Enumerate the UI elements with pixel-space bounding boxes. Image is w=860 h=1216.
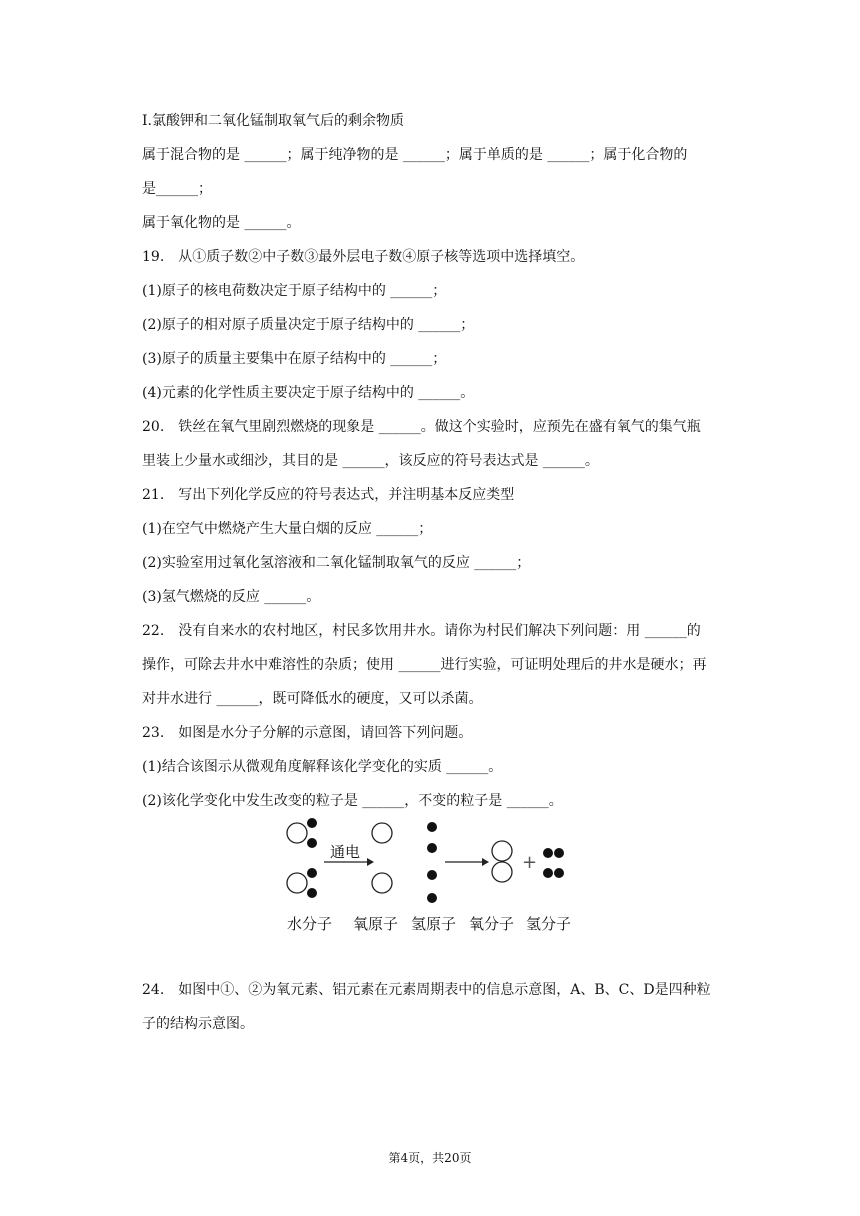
text-line: 22. 没有自来水的农村地区，村民多饮用井水。请你为村民们解决下列问题：用 ______的 [142,623,701,639]
text-line: (4)元素的化学性质主要决定于原子结构中的 ______。 [142,385,475,401]
page-footer: 第4页，共20页 [388,1151,472,1165]
plus-sign: + [522,852,538,873]
text-line: (2)原子的相对原子质量决定于原子结构中的 ______； [142,317,475,333]
label-oxygen-molecule: 氧分子 [469,915,515,933]
text-line: 20. 铁丝在氧气里剧烈燃烧的现象是 ______。做这个实验时，应预先在盛有氧气的集气瓶 [142,419,701,435]
text-line: (2)实验室用过氧化氢溶液和二氧化锰制取氧气的反应 ______； [142,555,531,571]
text-line: 24. 如图中①、②为氧元素、铝元素在元素周期表中的信息示意图，A、B、C、D是四种粒 [142,982,711,998]
oxygen-atoms [372,823,392,893]
text-line: 21. 写出下列化学反应的符号表达式，并注明基本反应类型 [142,487,515,503]
water-molecules [287,818,317,898]
hydrogen-molecules [543,848,564,878]
label-hydrogen-molecule: 氢分子 [526,915,572,933]
text-line: 属于混合物的是 ______；属于纯净物的是 ______；属于单质的是 ______；属于化合物的 [142,147,688,163]
arrow-label: 通电 [330,843,361,861]
text-line: 子的结构示意图。 [142,1016,254,1032]
text-line: (3)氢气燃烧的反应 ______。 [142,589,321,605]
text-line: (1)在空气中燃烧产生大量白烟的反应 ______； [142,521,433,537]
electrolysis-arrow [324,843,374,866]
text-line: 23. 如图是水分子分解的示意图，请回答下列问题。 [142,725,473,741]
label-water-molecule: 水分子 [287,915,333,933]
diagram-figure [282,812,582,940]
text-line: 属于氧化物的是 ______。 [142,215,301,231]
text-line: I.氯酸钾和二氧化锰制取氧气后的剩余物质 [142,113,404,129]
text-line: (1)结合该图示从微观角度解释该化学变化的实质 ______。 [142,759,503,775]
text-line: (2)该化学变化中发生改变的粒子是 ______，不变的粒子是 ______。 [142,793,563,809]
water-decomposition-diagram [282,812,582,940]
oxygen-molecule [492,841,512,882]
hydrogen-atoms [427,822,437,903]
text-line: 对井水进行 ______，既可降低水的硬度，又可以杀菌。 [142,691,483,707]
text-line: 操作，可除去井水中难溶性的杂质；使用 ______进行实验，可证明处理后的井水是硬水；再 [142,657,707,673]
text-line: 是______； [142,181,212,197]
reaction-arrow [445,858,489,866]
text-line: 19. 从①质子数②中子数③最外层电子数④原子核等选项中选择填空。 [142,249,585,265]
text-line: (3)原子的质量主要集中在原子结构中的 ______； [142,351,447,367]
text-line: 里装上少量水或细沙，其目的是 ______，该反应的符号表达式是 ______。 [142,453,599,469]
text-line: (1)原子的核电荷数决定于原子结构中的 ______； [142,283,447,299]
label-oxygen-atom: 氧原子 [353,915,399,933]
label-hydrogen-atom: 氢原子 [411,915,457,933]
